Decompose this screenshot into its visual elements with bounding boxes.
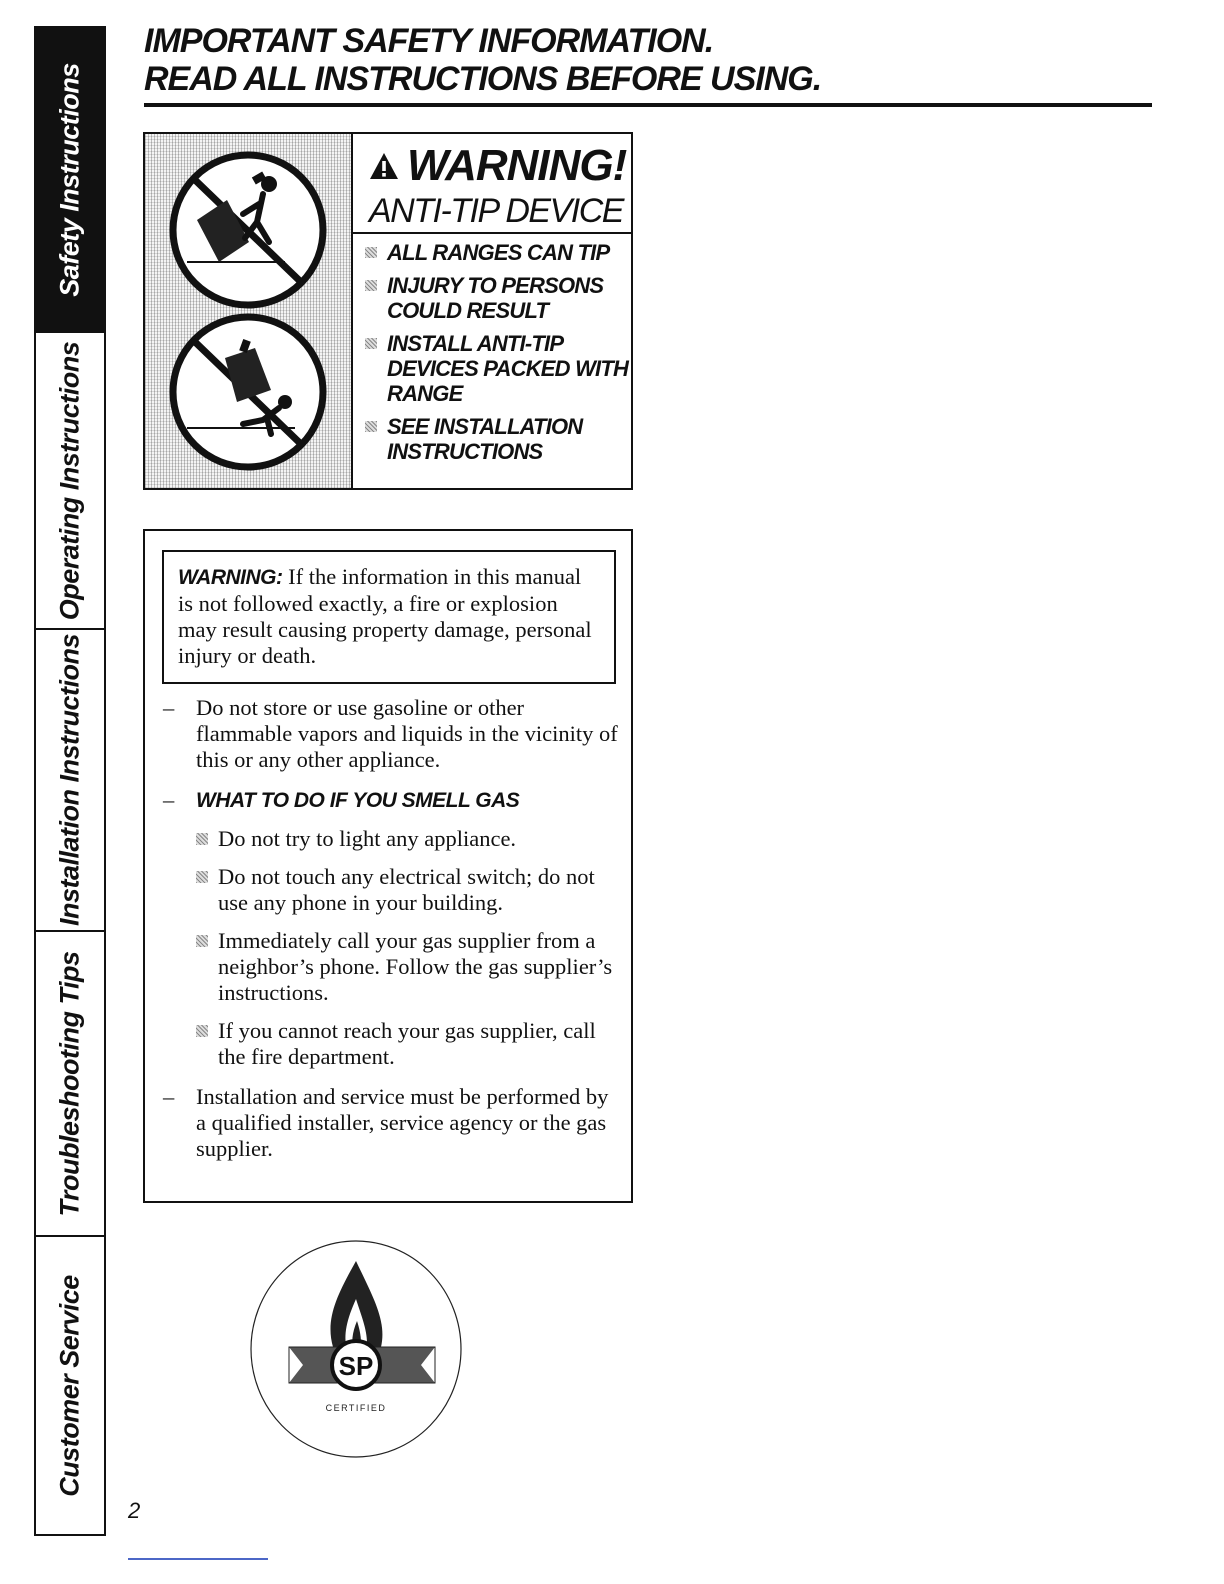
page-number: 2 bbox=[128, 1498, 141, 1523]
dash-bullet: – bbox=[163, 695, 175, 720]
bottom-accent-line bbox=[128, 1558, 268, 1560]
square-bullet-icon bbox=[365, 338, 377, 349]
warning-text-panel bbox=[353, 134, 631, 488]
seal-mark: SP bbox=[338, 1351, 374, 1381]
side-tab-label: Safety Instructions bbox=[54, 62, 85, 297]
side-tab-label: Customer Service bbox=[54, 1274, 85, 1497]
seal-text: CERTIFIED bbox=[325, 1403, 387, 1413]
anti-tip-warning-box bbox=[143, 132, 633, 490]
list-item: ALL RANGES CAN TIP bbox=[365, 240, 631, 265]
page-title bbox=[144, 22, 1154, 98]
list-item: SEE INSTALLATION INSTRUCTIONS bbox=[365, 414, 631, 464]
square-bullet-icon bbox=[196, 871, 208, 883]
square-bullet-icon bbox=[365, 280, 377, 291]
list-item: If you cannot reach your gas supplier, call the fire department. bbox=[196, 1018, 621, 1070]
warning-triangle-icon bbox=[369, 152, 399, 180]
anti-tip-illustration bbox=[145, 134, 353, 488]
list-item: Do not try to light any appliance. bbox=[196, 826, 621, 852]
side-tab-installation[interactable] bbox=[36, 630, 104, 932]
side-tab-operating[interactable] bbox=[36, 333, 104, 630]
title-line-2: READ ALL INSTRUCTIONS BEFORE USING. bbox=[144, 60, 822, 98]
header-divider bbox=[144, 103, 1152, 107]
side-tab-bar bbox=[34, 26, 106, 1536]
title-line-1: IMPORTANT SAFETY INFORMATION. bbox=[144, 22, 714, 60]
gas-instructions-list bbox=[161, 695, 621, 1176]
anti-tip-list bbox=[353, 234, 631, 464]
gas-warning-lead bbox=[162, 550, 616, 684]
list-item: Immediately call your gas supplier from a neighbor’s phone. Follow the gas supplier’s instructions. bbox=[196, 928, 621, 1006]
side-tab-label: Troubleshooting Tips bbox=[54, 951, 85, 1216]
list-item: INJURY TO PERSONS COULD RESULT bbox=[365, 273, 631, 323]
side-tab-troubleshooting[interactable] bbox=[36, 932, 104, 1237]
gas-warning-box bbox=[143, 529, 633, 1203]
square-bullet-icon bbox=[196, 833, 208, 845]
side-tab-label: Installation Instructions bbox=[54, 633, 85, 927]
warning-subtitle: ANTI-TIP DEVICE bbox=[369, 192, 623, 230]
square-bullet-icon bbox=[365, 421, 377, 432]
list-item: – Do not store or use gasoline or other flammable vapors and liquids in the vicinity of this or any other appliance. bbox=[163, 695, 618, 772]
square-bullet-icon bbox=[196, 935, 208, 947]
dash-bullet: – bbox=[163, 787, 175, 812]
list-item: Do not touch any electrical switch; do not use any phone in your building. bbox=[196, 864, 621, 916]
square-bullet-icon bbox=[365, 247, 377, 258]
warning-header bbox=[353, 134, 631, 234]
side-tab-label: Operating Instructions bbox=[54, 341, 85, 620]
list-item: – Installation and service must be performed by a qualified installer, service agency or the gas supplier. bbox=[163, 1084, 609, 1161]
certification-seal-icon bbox=[249, 1239, 463, 1459]
warning-lead-text: If the information in this manual is not followed exactly, a fire or explosion may result causing property damage, personal injury or death. bbox=[178, 564, 592, 668]
square-bullet-icon bbox=[196, 1025, 208, 1037]
tipping-range-icon bbox=[145, 134, 351, 488]
list-item: INSTALL ANTI-TIP DEVICES PACKED WITH RANGE bbox=[365, 331, 631, 406]
warning-label: WARNING: bbox=[178, 566, 283, 589]
list-item bbox=[161, 787, 621, 1070]
warning-title: WARNING! bbox=[407, 141, 627, 190]
smell-gas-heading: WHAT TO DO IF YOU SMELL GAS bbox=[196, 789, 520, 812]
side-tab-customer-service[interactable] bbox=[36, 1237, 104, 1534]
side-tab-safety[interactable] bbox=[36, 28, 104, 333]
dash-bullet: – bbox=[163, 1084, 175, 1109]
smell-gas-sublist bbox=[196, 826, 621, 1070]
